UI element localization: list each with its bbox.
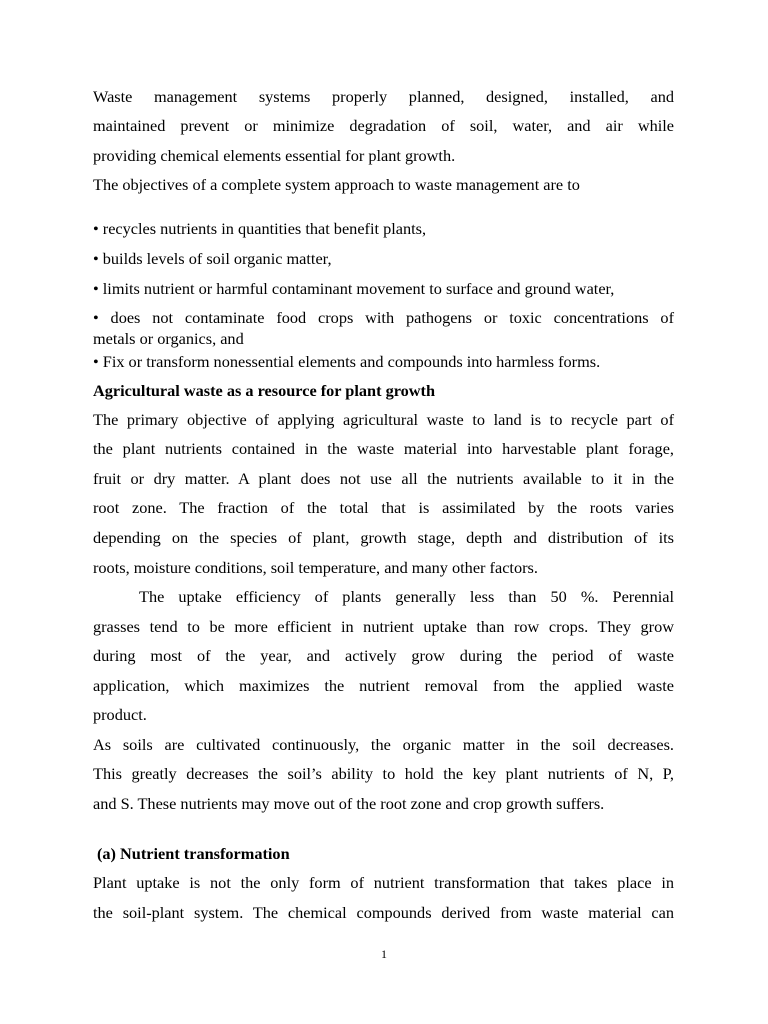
paragraph-line: This greatly decreases the soil’s ability to hold the key plant nutrients of N, P, [93, 764, 674, 783]
page-number: 1 [381, 947, 387, 961]
paragraph-line: As soils are cultivated continuously, the organic matter in the soil decreases. [93, 735, 674, 754]
paragraph-line: Plant uptake is not the only form of nutrient transformation that takes place in [93, 873, 674, 892]
bullet-item: • does not contaminate food crops with pathogens or toxic concentrations of [93, 308, 674, 327]
paragraph-line: The primary objective of applying agricultural waste to land is to recycle part of [93, 410, 674, 429]
paragraph-line: grasses tend to be more efficient in nutrient uptake than row crops. They grow [93, 617, 674, 636]
paragraph-line: and S. These nutrients may move out of the root zone and crop growth suffers. [93, 794, 605, 813]
paragraph-line: the soil-plant system. The chemical compounds derived from waste material can [93, 903, 674, 922]
paragraph-line: depending on the species of plant, growth stage, depth and distribution of its [93, 528, 674, 547]
objectives-lead: The objectives of a complete system approach to waste management are to [93, 175, 580, 194]
paragraph-line: root zone. The fraction of the total that is assimilated by the roots varies [93, 498, 674, 517]
section-heading: Agricultural waste as a resource for plant growth [93, 381, 436, 400]
bullet-item: • Fix or transform nonessential elements and compounds into harmless forms. [93, 352, 601, 371]
section-heading: (a) Nutrient transformation [97, 844, 290, 863]
paragraph-line: the plant nutrients contained in the waste material into harvestable plant forage, [93, 439, 674, 458]
paragraph-line: fruit or dry matter. A plant does not use all the nutrients available to it in the [93, 469, 674, 488]
bullet-item-continuation: metals or organics, and [93, 329, 244, 348]
bullet-item: • builds levels of soil organic matter, [93, 249, 332, 268]
intro-line: maintained prevent or minimize degradation of soil, water, and air while [93, 116, 674, 135]
paragraph-line: during most of the year, and actively grow during the period of waste [93, 646, 674, 665]
intro-line: Waste management systems properly planned, designed, installed, and [93, 87, 674, 106]
paragraph-line: application, which maximizes the nutrient removal from the applied waste [93, 676, 674, 695]
paragraph-line: roots, moisture conditions, soil temperature, and many other factors. [93, 558, 538, 577]
bullet-item: • limits nutrient or harmful contaminant movement to surface and ground water, [93, 279, 615, 298]
paragraph-line: product. [93, 705, 147, 724]
paragraph-line: The uptake efficiency of plants generally less than 50 %. Perennial [139, 587, 674, 606]
intro-line: providing chemical elements essential for plant growth. [93, 146, 456, 165]
bullet-item: • recycles nutrients in quantities that benefit plants, [93, 219, 427, 238]
